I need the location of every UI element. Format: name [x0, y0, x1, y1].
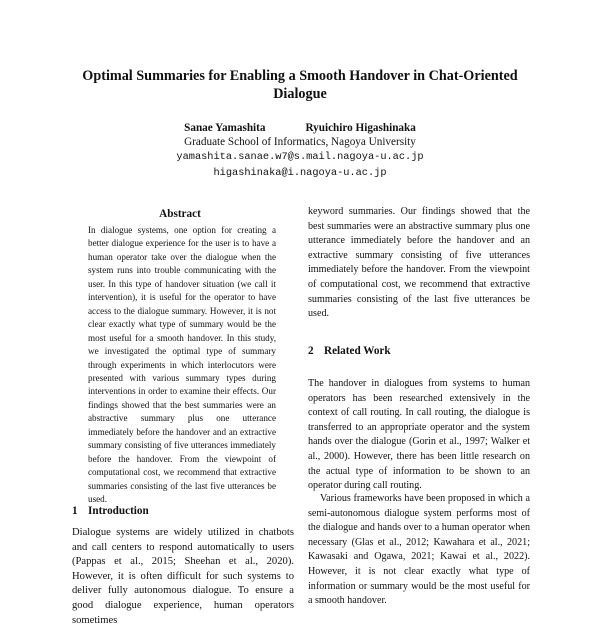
section-title: Introduction: [88, 505, 149, 517]
email-1: yamashita.sanae.w7@s.mail.nagoya-u.ac.jp: [176, 151, 424, 163]
abstract-continuation: keyword summaries. Our findings showed that the best summaries were an abstractive summary plus one utterance immediately before the handover and an extractive summary consisting of five utterances immediately before the handover. From the viewpoint of computational cost, we recommend that extractive summaries consisting of the last five utterances be used.: [308, 206, 530, 320]
related-work-heading: [308, 344, 391, 358]
section-title: Related Work: [324, 345, 391, 357]
introduction-text: Dialogue systems are widely utilized in chatbots and call centers to respond automatically to users (Pappas et al., 2015; Sheehan et al., 2020). However, it is often difficult for such systems to deliver fully autonomous dialogue. To ensure a good dialogue experience, human operators sometimes: [72, 527, 294, 626]
abstract-heading: Abstract: [159, 208, 201, 220]
email-2: higashinaka@i.nagoya-u.ac.jp: [213, 167, 387, 179]
author-list: [60, 121, 540, 135]
section-number: 1: [72, 505, 78, 517]
paper-title: Optimal Summaries for Enabling a Smooth Handover in Chat-Oriented Dialogue: [82, 68, 518, 102]
abstract-text: In dialogue systems, one option for creating a better dialogue experience for the user is to have a human operator take over the dialogue when the system runs into trouble communicating with the user. In this type of handover situation (we call it intervention), it is useful for the operator to have access to the dialogue summary. However, it is not clear exactly what type of summary would be the most useful for a smooth handover. In this study, we investigated the optimal type of summary through experiments in which interlocutors were presented with various summary types during interventions in order to examine their effects. Our findings showed that the best summaries were an abstractive summary plus one utterance immediately before the handover and an extractive summary consisting of five utterances immediately before the handover. From the viewpoint of computational cost, we recommend that extractive summaries consisting of the last five utterances be used.: [88, 225, 276, 505]
related-work-paragraph-1: The handover in dialogues from systems to human operators has been researched extensively in the context of call routing. In call routing, the dialogue is transferred to an appropriate operator and the system hands over the dialogue (Gorin et al., 1997; Walker et al., 2000). However, there has been little research on the actual type of information to be shown to an operator during call routing.: [308, 378, 530, 492]
author-1: Sanae Yamashita: [184, 122, 266, 134]
affiliation: Graduate School of Informatics, Nagoya University: [184, 136, 416, 148]
introduction-heading: [72, 504, 149, 518]
section-number: 2: [308, 345, 314, 357]
author-2: Ryuichiro Higashinaka: [305, 122, 416, 134]
related-work-paragraph-2: Various frameworks have been proposed in which a semi-autonomous dialogue system performs most of the dialogue and hands over to a human operator when necessary (Glas et al., 2012; Kawahara et al., 2021; Kawasaki and Ogawa, 2021; Kawai et al., 2022). However, it is not clear exactly what type of information or summary would be the most useful for a smooth handover.: [308, 493, 530, 607]
